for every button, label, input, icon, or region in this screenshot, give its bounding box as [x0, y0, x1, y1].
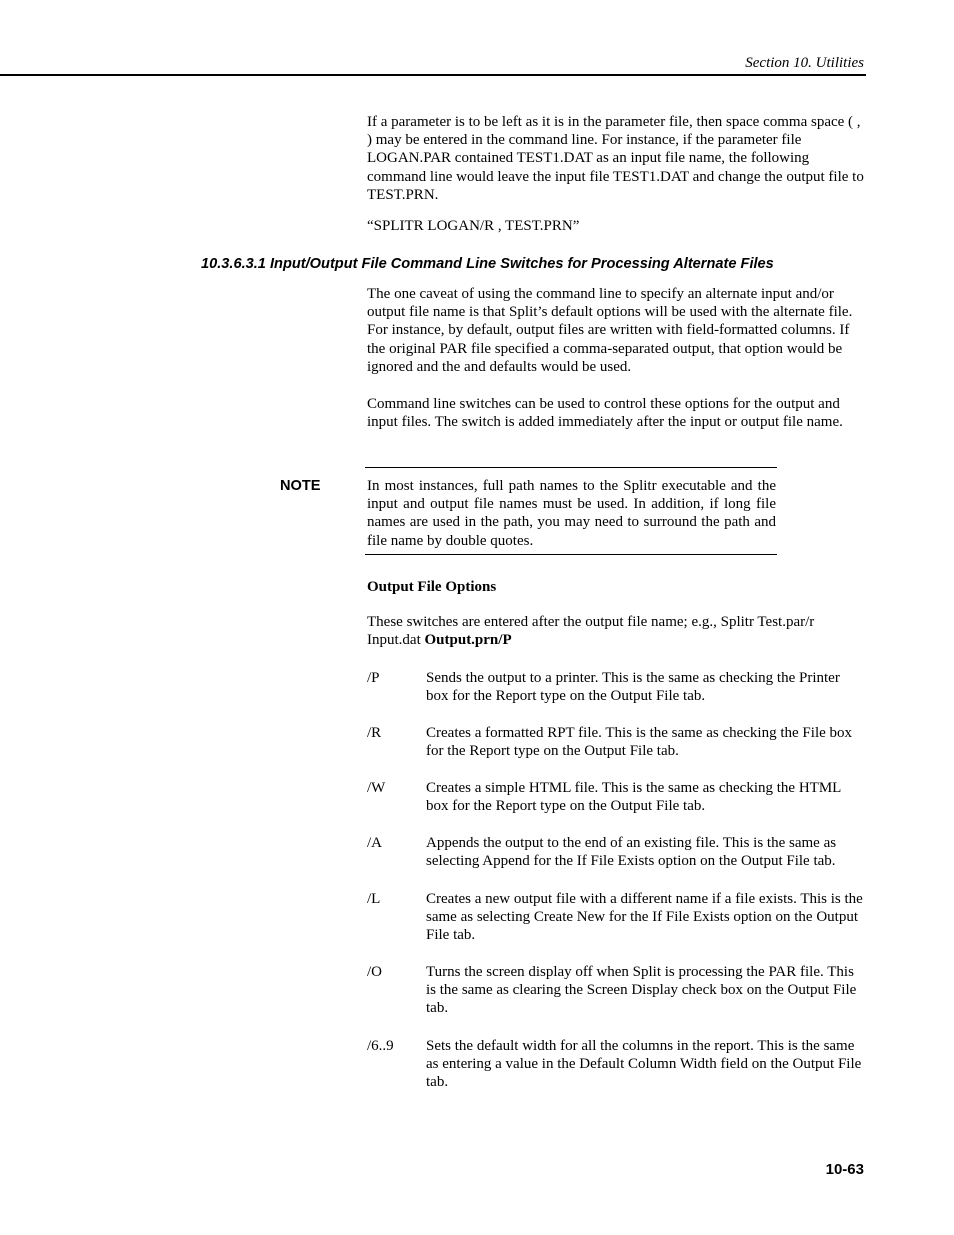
output-options-intro-text: These switches are entered after the output file name; e.g., Splitr Test.par/r Input.dat [367, 614, 815, 649]
switch-code: /L [367, 891, 381, 907]
switch-code: /P [367, 670, 380, 686]
switch-description: Sends the output to a printer. This is the same as checking the Printer box for the Report type on the Output File tab. [426, 670, 840, 705]
output-options-intro-example: Output.prn/P [424, 632, 512, 649]
intro-text: If a parameter is to be left as it is in the parameter file, then space comma space ( , ) may be entered in the command line. For instance, if the parameter file LOGAN.PAR contained TEST1.DAT as an input file name, the following command line would leave the input file TEST1.DAT and change the output file to TEST.PRN. [367, 114, 864, 203]
switch-description: Turns the screen display off when Split is processing the PAR file. This is the same as clearing the Screen Display check box on the Output File tab. [426, 964, 857, 1017]
note-text: In most instances, full path names to the Splitr executable and the input and output file names must be used. In addition, if long file names are used in the path, you may need to surround the path and file name by double quotes. [367, 478, 776, 549]
output-options-title: Output File Options [367, 579, 497, 595]
caveat-paragraph: The one caveat of using the command line to specify an alternate input and/or output file name is that Split’s default options will be used with the alternate file. For instance, by default, output files are written with field-formatted columns. If the original PAR file specified a comma-separated output, that option would be ignored and the and defaults would be used. [367, 286, 853, 375]
header-rule [0, 74, 866, 76]
switch-description: Sets the default width for all the columns in the report. This is the same as entering a value in the Default Column Width field on the Output File tab. [426, 1038, 862, 1091]
switch-code: /W [367, 780, 386, 796]
output-options-intro [367, 613, 867, 649]
running-header: Section 10. Utilities [745, 55, 864, 71]
intro-paragraph [367, 113, 867, 204]
switch-description: Creates a formatted RPT file. This is the same as checking the File box for the Report type on the Output File tab. [426, 725, 853, 760]
switch-description: Creates a simple HTML file. This is the same as checking the HTML box for the Report type on the Output File tab. [426, 780, 841, 815]
switches-paragraph: Command line switches can be used to control these options for the output and input files. The switch is added immediately after the input or output file name. [367, 396, 843, 431]
switch-description: Appends the output to the end of an existing file. This is the same as selecting Append for the If File Exists option on the Output File tab. [426, 835, 837, 870]
switch-code: /R [367, 725, 382, 741]
switch-description: Creates a new output file with a different name if a file exists. This is the same as selecting Create New for the If File Exists option on the Output File tab. [426, 891, 863, 944]
switch-code: /A [367, 835, 382, 851]
command-example: “SPLITR LOGAN/R , TEST.PRN” [367, 218, 580, 234]
switch-code: /O [367, 964, 382, 980]
switch-code: /6..9 [367, 1038, 394, 1054]
note-label: NOTE [280, 478, 321, 494]
page-number: 10-63 [825, 1161, 864, 1178]
section-heading: 10.3.6.3.1 Input/Output File Command Line Switches for Processing Alternate Files [201, 256, 774, 272]
